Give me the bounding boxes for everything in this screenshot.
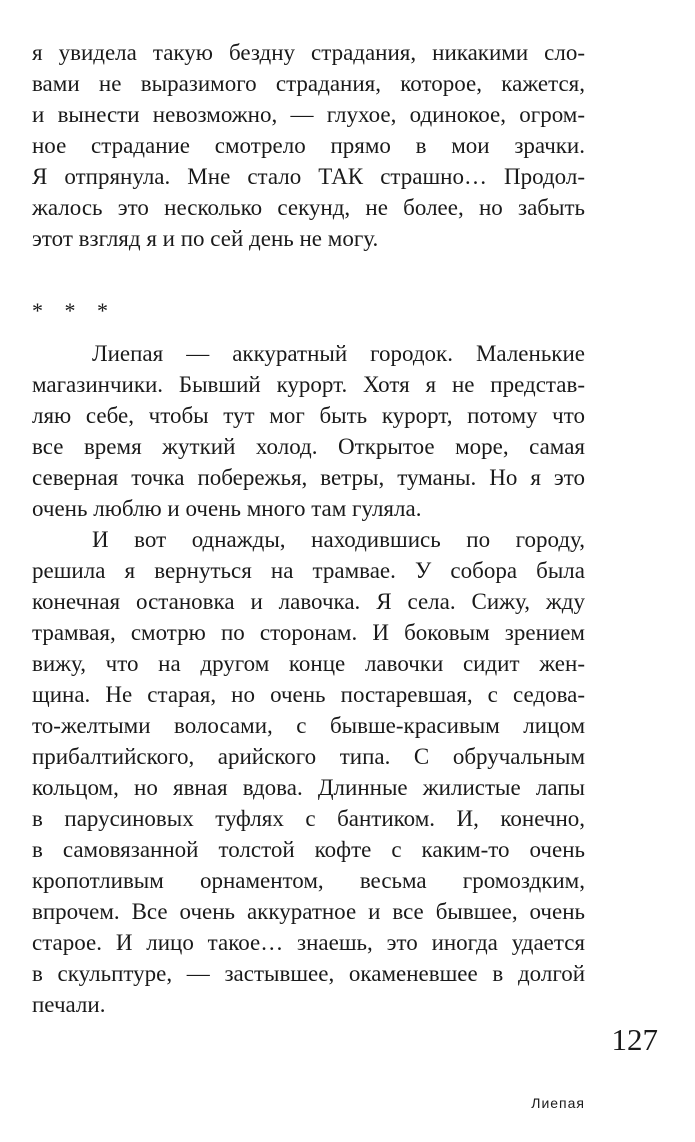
text-line: и вынести невозможно, — глухое, одинокое, огром- — [32, 102, 585, 127]
text-line: кольцом, но явная вдова. Длинные жилистые лапы — [32, 775, 585, 800]
text-line: решила я вернуться на трамвае. У собора была — [32, 558, 585, 583]
text-line: впрочем. Все очень аккуратное и все бывшее, очень — [32, 899, 585, 924]
text-line: трамвая, смотрю по сторонам. И боковым зрением — [32, 620, 585, 645]
text-line: то-желтыми волосами, с бывше-красивым лицом — [32, 713, 585, 738]
text-line: вижу, что на другом конце лавочки сидит жен- — [32, 651, 585, 676]
text-line: Лиепая — аккуратный городок. Маленькие — [92, 341, 585, 366]
text-line: в скульптуре, — застывшее, окаменевшее в долгой — [32, 961, 585, 986]
text-line: магазинчики. Бывший курорт. Хотя я не представ- — [32, 372, 585, 397]
text-line: очень люблю и очень много там гуляла. — [32, 496, 422, 521]
text-line: ное страдание смотрело прямо в мои зрачки. — [32, 133, 585, 158]
text-line: прибалтийского, арийского типа. С обручальным — [32, 744, 585, 769]
text-line: в самовязанной толстой кофте с каким-то очень — [32, 837, 585, 862]
text-line: конечная остановка и лавочка. Я села. Сижу, жду — [32, 589, 585, 614]
text-line: И вот однажды, находившись по городу, — [92, 527, 585, 552]
running-footer: Лиепая — [531, 1095, 585, 1111]
text-line: этот взгляд я и по сей день не могу. — [32, 226, 379, 251]
page-number: 127 — [611, 1022, 658, 1057]
section-separator: * * * — [32, 298, 116, 323]
text-line: ляю себе, чтобы тут мог быть курорт, потому что — [32, 403, 585, 428]
text-line: в парусиновых туфлях с бантиком. И, конечно, — [32, 806, 585, 831]
text-line: старое. И лицо такое… знаешь, это иногда удается — [32, 930, 585, 955]
text-line: северная точка побережья, ветры, туманы. Но я это — [32, 465, 585, 490]
text-line: печали. — [32, 992, 106, 1017]
text-line: вами не выразимого страдания, которое, кажется, — [32, 71, 585, 96]
text-line: Я отпрянула. Мне стало ТАК страшно… Продол- — [32, 164, 585, 189]
text-line: все время жуткий холод. Открытое море, самая — [32, 434, 585, 459]
text-line: щина. Не старая, но очень постаревшая, с седова- — [32, 682, 585, 707]
text-line: жалось это несколько секунд, не более, но забыть — [32, 195, 585, 220]
text-line: кропотливым орнаментом, весьма громоздким, — [32, 868, 585, 893]
text-line: я увидела такую бездну страдания, никакими сло- — [32, 40, 585, 65]
